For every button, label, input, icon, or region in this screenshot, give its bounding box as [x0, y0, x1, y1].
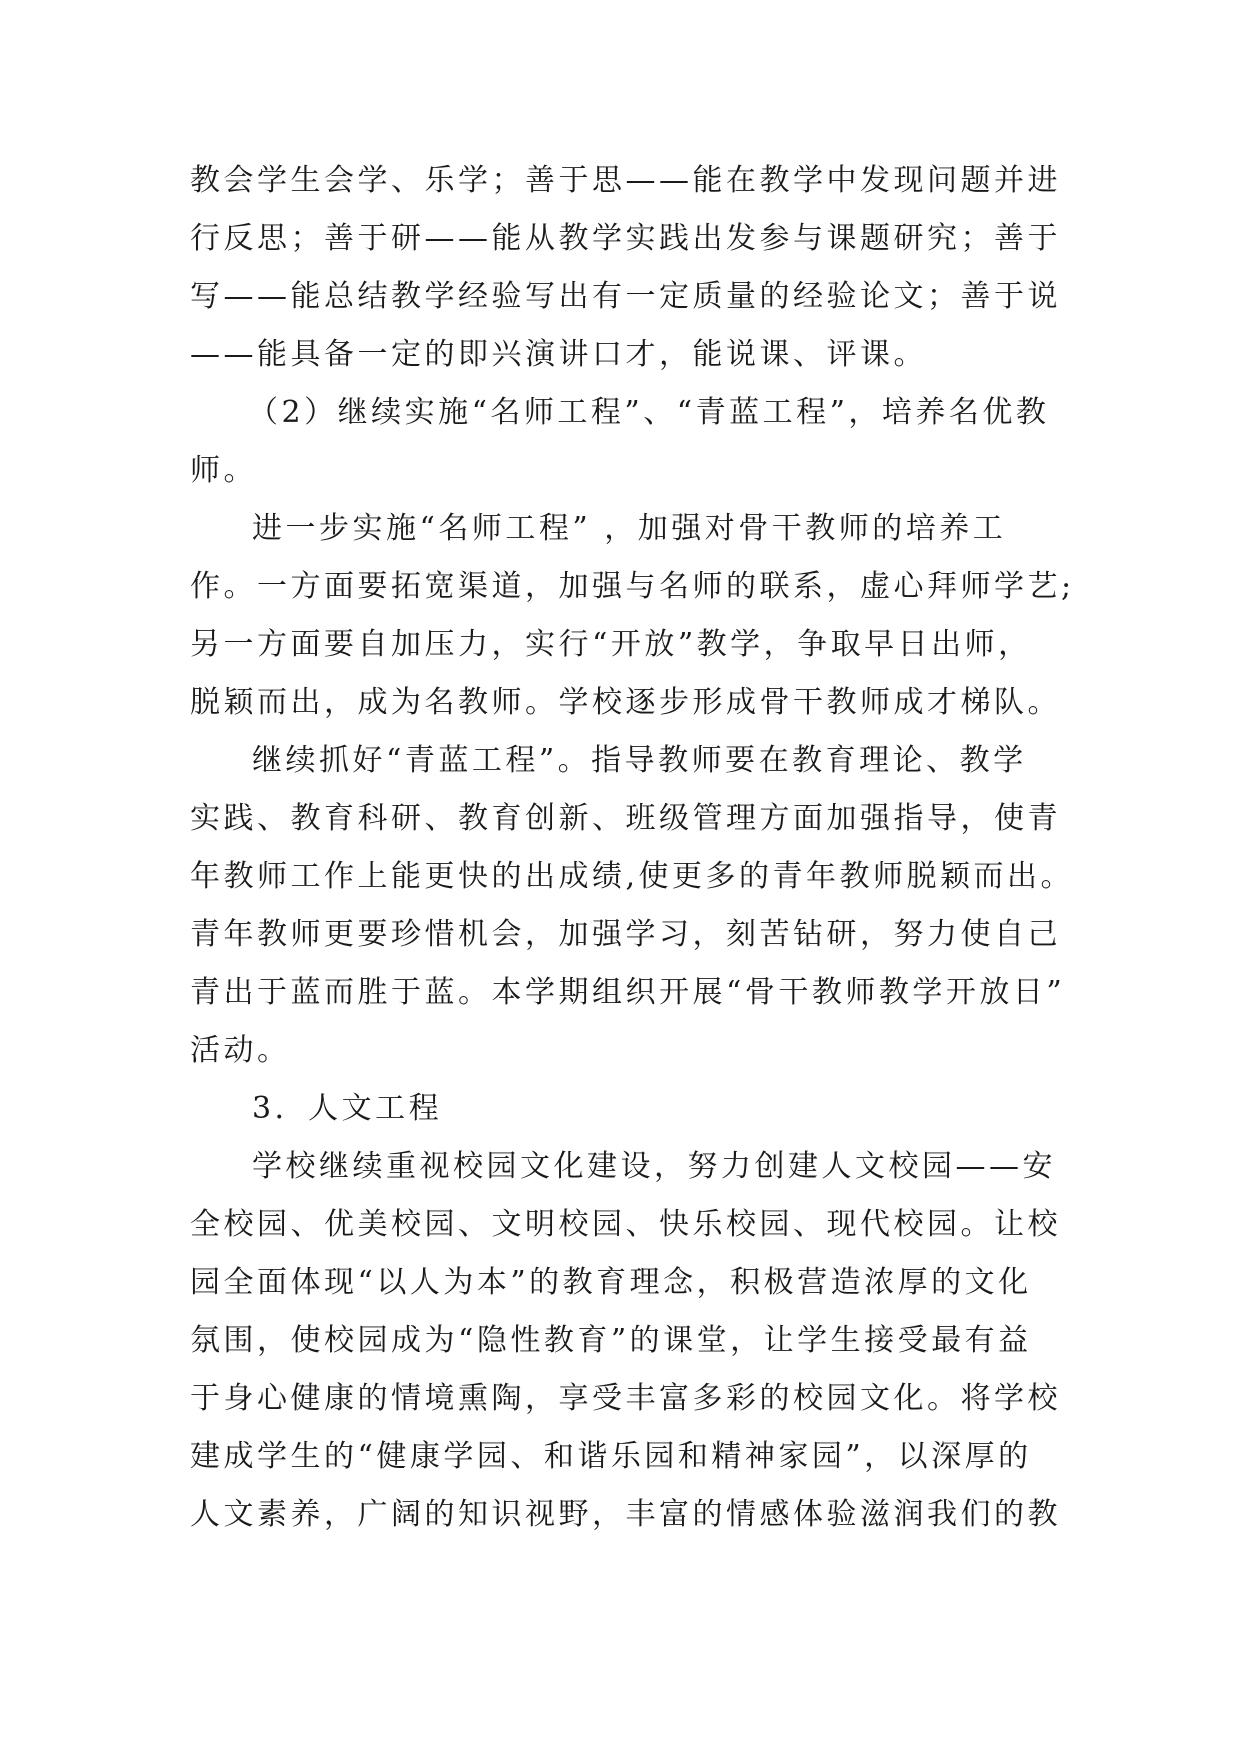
document-body: [190, 152, 1075, 1544]
text-line: 实践、教育科研、教育创新、班级管理方面加强指导，使青: [190, 801, 1061, 836]
text-line-paragraph-start: 继续抓好“青蓝工程”。指导教师要在教育理论、教学: [252, 743, 1027, 778]
text-line: 全校园、优美校园、文明校园、快乐校园、现代校园。让校: [190, 1207, 1061, 1242]
text-line: 青年教师更要珍惜机会，加强学习，刻苦钻研，努力使自己: [190, 917, 1061, 952]
text-line: 写——能总结教学经验写出有一定质量的经验论文；善于说: [190, 279, 1061, 314]
text-line: 作。一方面要拓宽渠道，加强与名师的联系，虚心拜师学艺;: [190, 569, 1075, 604]
text-line: 氛围，使校园成为“隐性教育”的课堂，让学生接受最有益: [190, 1323, 1032, 1358]
text-line-heading: （2）继续实施“名师工程”、“青蓝工程”，培养名优教: [248, 395, 1050, 430]
text-line-paragraph-start: 学校继续重视校园文化建设，努力创建人文校园——安: [252, 1149, 1056, 1184]
text-line: 师。: [190, 453, 257, 488]
text-line: 教会学生会学、乐学；善于思——能在教学中发现问题并进: [190, 163, 1061, 198]
text-line: 建成学生的“健康学园、和谐乐园和精神家园”，以深厚的: [190, 1439, 1032, 1474]
section-heading: 3．人文工程: [252, 1091, 443, 1126]
text-line: 人文素养，广阔的知识视野，丰富的情感体验滋润我们的教: [190, 1497, 1061, 1532]
text-line: 行反思；善于研——能从教学实践出发参与课题研究；善于: [190, 221, 1061, 256]
text-line: 于身心健康的情境熏陶，享受丰富多彩的校园文化。将学校: [190, 1381, 1061, 1416]
text-line: 脱颖而出，成为名教师。学校逐步形成骨干教师成才梯队。: [190, 685, 1061, 720]
text-line: 年教师工作上能更快的出成绩,使更多的青年教师脱颖而出。: [190, 859, 1075, 894]
text-line: 园全面体现“以人为本”的教育理念，积极营造浓厚的文化: [190, 1265, 1032, 1300]
text-line: 活动。: [190, 1033, 291, 1068]
text-line: 另一方面要自加压力，实行“开放”教学，争取早日出师，: [190, 627, 1032, 662]
text-line: 青出于蓝而胜于蓝。本学期组织开展“骨干教师教学开放日”: [190, 975, 1066, 1010]
text-line-paragraph-start: 进一步实施“名师工程” ，加强对骨干教师的培养工: [252, 511, 1007, 546]
text-line: ——能具备一定的即兴演讲口才，能说课、评课。: [190, 337, 927, 372]
